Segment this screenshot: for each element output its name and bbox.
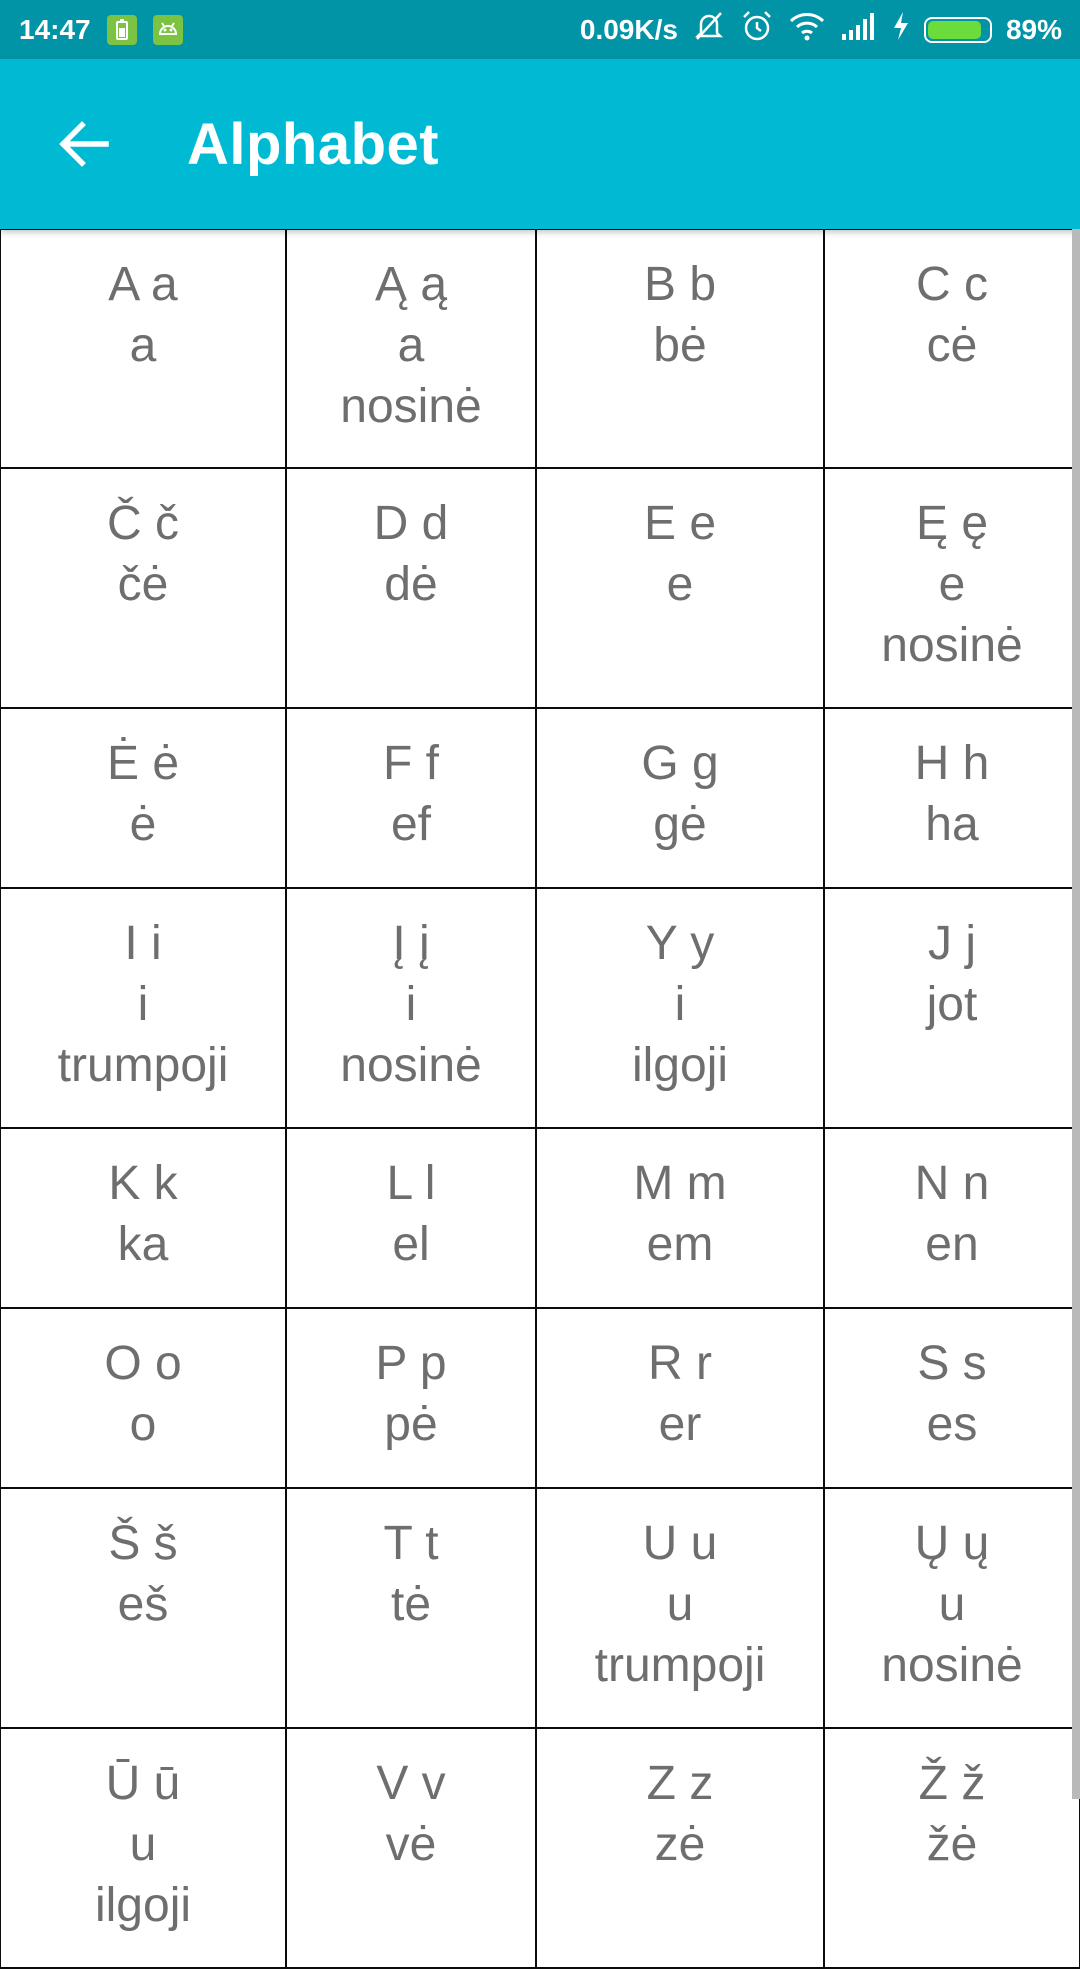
letter-pronunciation: ef [390, 798, 432, 851]
letter-glyph: Š š [108, 1517, 178, 1570]
letter-glyph: S s [917, 1337, 987, 1390]
letter-glyph: R r [648, 1337, 712, 1390]
letter-pronunciation: a [397, 319, 425, 372]
letter-cell[interactable] [823, 887, 1080, 1129]
letter-cell[interactable] [823, 1727, 1080, 1969]
letter-glyph: Č č [107, 497, 179, 550]
battery-icon [924, 17, 992, 43]
letter-pronunciation: u [938, 1578, 966, 1631]
letter-cell[interactable] [285, 707, 537, 889]
mute-icon [692, 9, 726, 50]
network-speed: 0.09K/s [579, 13, 678, 45]
letter-cell[interactable] [0, 228, 287, 469]
letter-glyph: E e [643, 497, 717, 550]
battery-percent: 89% [1005, 13, 1062, 45]
arrow-left-icon [56, 116, 112, 172]
letter-pronunciation: i [405, 978, 417, 1031]
letter-cell[interactable] [823, 1307, 1080, 1489]
letter-glyph: H h [914, 737, 990, 790]
letter-pronunciation: bė [653, 319, 707, 372]
letter-pronunciation: a [129, 319, 157, 372]
back-button[interactable] [29, 89, 139, 199]
letter-cell[interactable] [0, 467, 287, 709]
letter-glyph: L l [386, 1157, 436, 1210]
letter-pronunciation: nosinė [340, 380, 482, 433]
battery-level-fill [928, 21, 981, 39]
letter-pronunciation: o [129, 1398, 157, 1451]
letter-glyph: T t [383, 1517, 439, 1570]
letter-pronunciation: nosinė [881, 619, 1023, 672]
letter-glyph: Ū ū [105, 1757, 181, 1810]
letter-cell[interactable] [0, 887, 287, 1129]
status-bar-right [566, 9, 1062, 50]
letter-cell[interactable] [285, 1127, 537, 1309]
letter-cell[interactable] [285, 1307, 537, 1489]
letter-cell[interactable] [535, 707, 825, 889]
charging-icon [892, 11, 910, 48]
letter-pronunciation: trumpoji [57, 1039, 229, 1092]
letter-cell[interactable] [0, 1307, 287, 1489]
letter-glyph: M m [633, 1157, 727, 1210]
letter-pronunciation: cė [926, 319, 978, 372]
letter-glyph: V v [376, 1757, 446, 1810]
letter-cell[interactable] [285, 467, 537, 709]
wifi-icon [788, 11, 826, 48]
letter-glyph: G g [641, 737, 719, 790]
letter-pronunciation: ė [129, 798, 157, 851]
letter-cell[interactable] [535, 1727, 825, 1969]
letter-pronunciation: ka [117, 1218, 169, 1271]
letter-glyph: U u [642, 1517, 718, 1570]
letter-glyph: Į į [392, 917, 430, 970]
letter-glyph: F f [383, 737, 439, 790]
letter-glyph: Ę ę [915, 497, 989, 550]
app-bar [0, 59, 1080, 229]
signal-icon [840, 12, 878, 47]
letter-pronunciation: vė [385, 1818, 437, 1871]
letter-glyph: B b [643, 258, 717, 311]
letter-glyph: O o [104, 1337, 182, 1390]
letter-pronunciation: en [925, 1218, 979, 1271]
letter-cell[interactable] [285, 887, 537, 1129]
letter-pronunciation: u [129, 1818, 157, 1871]
letter-pronunciation: nosinė [340, 1039, 482, 1092]
letter-pronunciation: el [392, 1218, 430, 1271]
letter-cell[interactable] [0, 1727, 287, 1969]
letter-pronunciation: eš [117, 1578, 169, 1631]
letter-pronunciation: u [666, 1578, 694, 1631]
alarm-icon [740, 9, 774, 50]
letter-pronunciation: ha [925, 798, 979, 851]
letter-cell[interactable] [285, 1487, 537, 1729]
letter-cell[interactable] [535, 1487, 825, 1729]
letter-cell[interactable] [0, 1127, 287, 1309]
letter-pronunciation: i [674, 978, 686, 1031]
letter-glyph: D d [373, 497, 449, 550]
letter-pronunciation: nosinė [881, 1639, 1023, 1692]
letter-glyph: J j [928, 917, 976, 970]
letter-glyph: N n [914, 1157, 990, 1210]
letter-glyph: Ų ų [914, 1517, 990, 1570]
letter-pronunciation: tė [390, 1578, 432, 1631]
status-bar-left [19, 14, 183, 46]
letter-pronunciation: jot [926, 978, 978, 1031]
letter-cell[interactable] [285, 228, 537, 469]
letter-pronunciation: i [137, 978, 149, 1031]
letter-pronunciation: gė [653, 798, 707, 851]
letter-glyph: Y y [645, 917, 715, 970]
letter-pronunciation: e [666, 558, 694, 611]
battery-saver-icon [107, 15, 137, 45]
letter-cell[interactable] [535, 1127, 825, 1309]
letter-pronunciation: zė [654, 1818, 706, 1871]
letter-cell[interactable] [535, 1307, 825, 1489]
letter-pronunciation: trumpoji [594, 1639, 766, 1692]
letter-cell[interactable] [285, 1727, 537, 1969]
letter-pronunciation: ilgoji [631, 1039, 729, 1092]
letter-pronunciation: žė [926, 1818, 978, 1871]
letter-cell[interactable] [535, 887, 825, 1129]
letter-glyph: A a [108, 258, 178, 311]
letter-glyph: Ž ž [918, 1757, 986, 1810]
letter-glyph: Ė ė [106, 737, 180, 790]
letter-pronunciation: dė [384, 558, 438, 611]
letter-cell[interactable] [0, 707, 287, 889]
letter-glyph: I i [124, 917, 162, 970]
letter-pronunciation: es [926, 1398, 978, 1451]
alphabet-grid [0, 229, 1080, 1968]
letter-glyph: Z z [646, 1757, 714, 1810]
letter-glyph: Ą ą [374, 258, 448, 311]
letter-pronunciation: čė [117, 558, 169, 611]
page-title: Alphabet [187, 111, 440, 177]
letter-pronunciation: pė [384, 1398, 438, 1451]
letter-pronunciation: em [646, 1218, 714, 1271]
letter-cell[interactable] [0, 1487, 287, 1729]
status-bar [0, 0, 1080, 59]
letter-glyph: K k [108, 1157, 178, 1210]
letter-pronunciation: ilgoji [94, 1879, 192, 1932]
letter-glyph: C c [916, 258, 988, 311]
letter-pronunciation: e [938, 558, 966, 611]
letter-cell[interactable] [535, 228, 825, 469]
android-icon [153, 15, 183, 45]
letter-cell[interactable] [823, 1127, 1080, 1309]
letter-cell[interactable] [823, 707, 1080, 889]
letter-pronunciation: er [658, 1398, 702, 1451]
letter-cell[interactable] [535, 467, 825, 709]
letter-glyph: P p [375, 1337, 447, 1390]
scrollbar[interactable] [1072, 229, 1080, 1799]
letter-cell[interactable] [823, 228, 1080, 469]
letter-cell[interactable] [823, 467, 1080, 709]
letter-cell[interactable] [823, 1487, 1080, 1729]
status-time: 14:47 [19, 13, 91, 45]
